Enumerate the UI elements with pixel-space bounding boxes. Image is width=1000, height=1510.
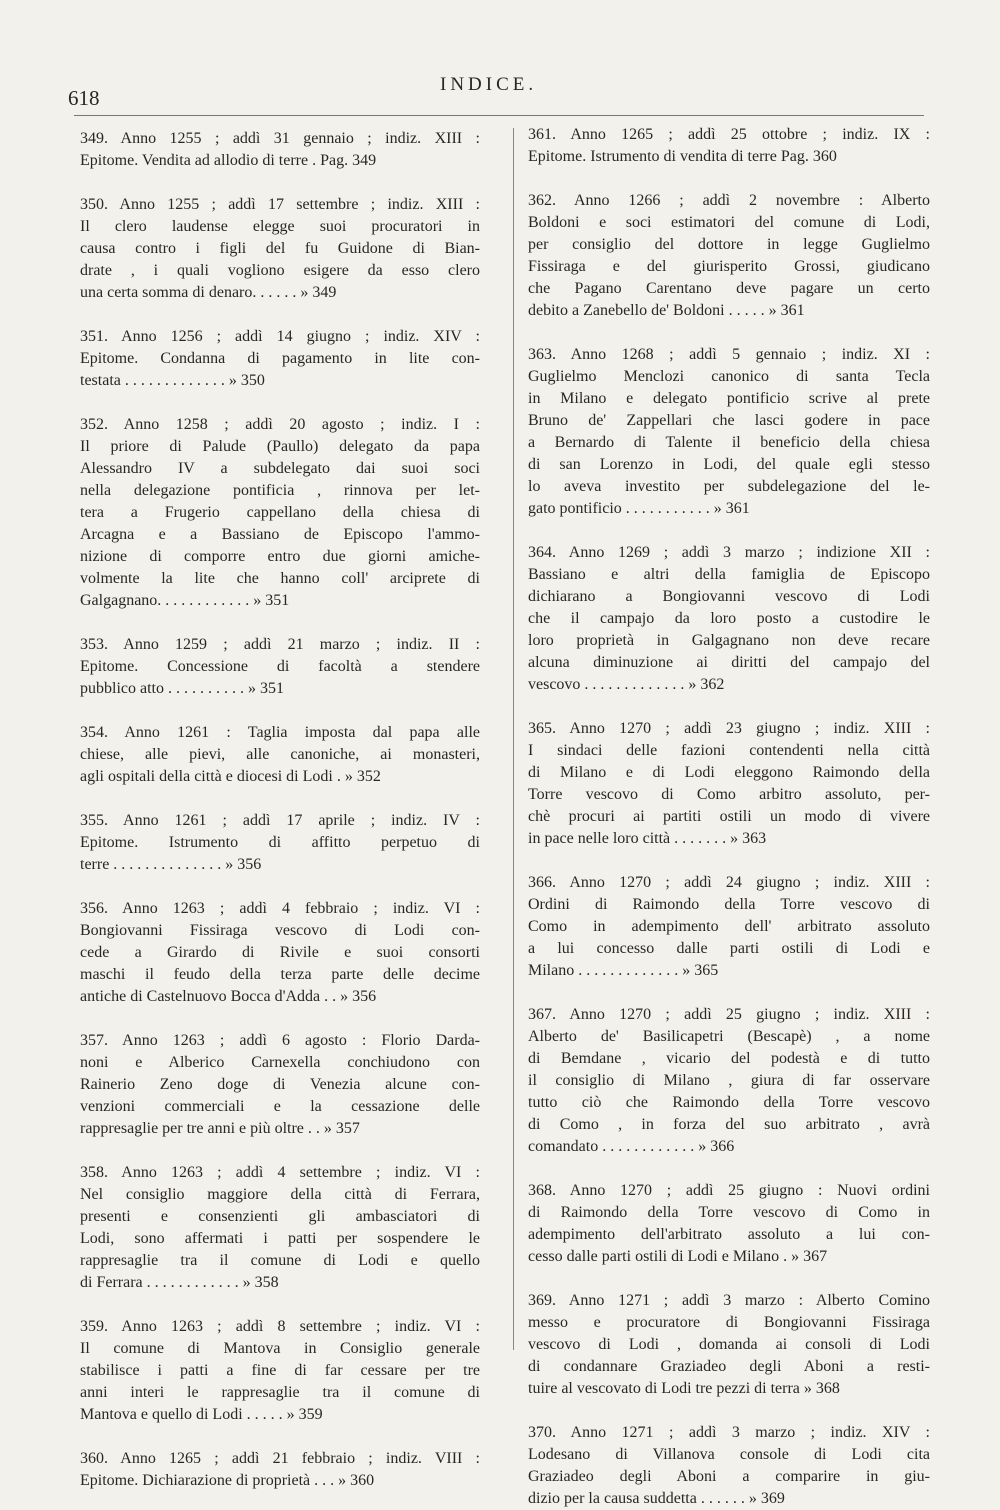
entry-line: tuire al vescovato di Lodi tre pezzi di terra » 368 — [528, 1380, 840, 1397]
entry-line: Il comune di Mantova in Consiglio generale — [80, 1340, 480, 1357]
entry-line: Ordini di Raimondo della Torre vescovo di — [528, 896, 930, 913]
entry-line: Milano . . . . . . . . . . . . . » 365 — [528, 962, 719, 979]
entry-line: di Raimondo della Torre vescovo di Como in — [528, 1204, 930, 1221]
index-entry — [528, 542, 930, 696]
entry-line: causa contro i figli del fu Guidone di Bian- — [80, 240, 480, 257]
entry-line: Alessandro IV a subdelegato dai suoi soci — [80, 460, 480, 477]
entry-line: comandato . . . . . . . . . . . . » 366 — [528, 1138, 735, 1155]
entry-line: di Milano e di Lodi eleggono Raimondo della — [528, 764, 930, 781]
entry-line: Graziadeo degli Aboni a comparire in giu- — [528, 1468, 930, 1485]
entry-line: il consiglio di Milano , giura di far osservare — [528, 1072, 930, 1089]
entry-line: Bruno de' Zappellari che lasci godere in pace — [528, 412, 930, 429]
right-column — [528, 124, 930, 1510]
entry-line: rappresaglie per tre anni e più oltre . . » 357 — [80, 1120, 360, 1137]
entry-line: 366. Anno 1270 ; addì 24 giugno ; indiz. XIII : — [528, 874, 930, 891]
entry-line: per consiglio del dottore in legge Guglielmo — [528, 236, 930, 253]
entry-line: tera a Frugerio cappellano della chiesa di — [80, 504, 480, 521]
entry-line: 355. Anno 1261 ; addì 17 aprile ; indiz. IV : — [80, 812, 480, 829]
entry-line: vescovo . . . . . . . . . . . . . » 362 — [528, 676, 725, 693]
index-entry — [80, 810, 480, 876]
entry-line: a lui concesso dalle parti ostili di Lodi e — [528, 940, 930, 957]
entry-line: Galgagnano. . . . . . . . . . . . » 351 — [80, 592, 290, 609]
entry-line: adempimento dell'arbitrato assoluto a lui con- — [528, 1226, 930, 1243]
entry-line: presenti e consenzienti gli ambasciatori di — [80, 1208, 480, 1225]
entry-line: Alberto de' Basilicapetri (Bescapè) , a nome — [528, 1028, 930, 1045]
entry-line: testata . . . . . . . . . . . . . » 350 — [80, 372, 265, 389]
left-column — [80, 128, 480, 1492]
index-entry — [80, 1030, 480, 1140]
entry-line: messo e procuratore di Bongiovanni Fissiraga — [528, 1314, 930, 1331]
entry-line: 369. Anno 1271 ; addì 3 marzo : Alberto Comino — [528, 1292, 930, 1309]
entry-line: nizione di comporre entro due giorni amiche- — [80, 548, 480, 565]
page-number: 618 — [68, 86, 100, 110]
entry-line: 370. Anno 1271 ; addì 3 marzo ; indiz. XIV : — [528, 1424, 930, 1441]
entry-line: tutto ciò che Raimondo della Torre vescovo — [528, 1094, 930, 1111]
entry-line: 362. Anno 1266 ; addì 2 novembre : Alberto — [528, 192, 930, 209]
index-entry — [80, 634, 480, 700]
entry-line: in pace nelle loro città . . . . . . . » 363 — [528, 830, 767, 847]
entry-line: dizio per la causa suddetta . . . . . . » 369 — [528, 1490, 785, 1507]
entry-line: terre . . . . . . . . . . . . . . » 356 — [80, 856, 262, 873]
entry-line: Epitome. Istrumento di vendita di terre Pag. 360 — [528, 148, 837, 165]
entry-line: chè procuri ai partiti ostili un modo di vivere — [528, 808, 930, 825]
index-entry — [80, 722, 480, 788]
index-entry — [528, 1290, 930, 1400]
entry-line: Boldoni e soci estimatori del comune di Lodi, — [528, 214, 930, 231]
entry-line: Arcagna e a Bassiano de Episcopo l'ammo- — [80, 526, 480, 543]
entry-line: dichiarano a Bongiovanni vescovo di Lodi — [528, 588, 930, 605]
entry-line: 359. Anno 1263 ; addì 8 settembre ; indiz. VI : — [80, 1318, 480, 1335]
entry-line: 367. Anno 1270 ; addì 25 giugno ; indiz. XIII : — [528, 1006, 930, 1023]
entry-line: Lodi, sono affermati i patti per sospendere le — [80, 1230, 480, 1247]
index-entry — [528, 1422, 930, 1510]
entry-line: venzioni commerciali e la cessazione delle — [80, 1098, 480, 1115]
entry-line: vescovo di Lodi , domanda ai consoli di Lodi — [528, 1336, 930, 1353]
entry-line: drate , i quali vogliono esigere da esso clero — [80, 262, 480, 279]
entry-line: di Bemdane , vicario del podestà e di tutto — [528, 1050, 930, 1067]
entry-line: 360. Anno 1265 ; addì 21 febbraio ; indiz. VIII : — [80, 1450, 480, 1467]
entry-line: 365. Anno 1270 ; addì 23 giugno ; indiz. XIII : — [528, 720, 930, 737]
entry-line: debito a Zanebello de' Boldoni . . . . . » 361 — [528, 302, 805, 319]
entry-line: pubblico atto . . . . . . . . . . » 351 — [80, 680, 284, 697]
entry-line: 364. Anno 1269 ; addì 3 marzo ; indizione XII : — [528, 544, 930, 561]
index-entry — [528, 124, 930, 168]
entry-line: 350. Anno 1255 ; addì 17 settembre ; indiz. XIII : — [80, 196, 480, 213]
entry-line: 351. Anno 1256 ; addì 14 giugno ; indiz. XIV : — [80, 328, 480, 345]
entry-line: anni interi le rappresaglie tra il comune di — [80, 1384, 480, 1401]
index-entry — [80, 194, 480, 304]
entry-line: agli ospitali della città e diocesi di Lodi . » 352 — [80, 768, 381, 785]
entry-line: Bassiano e altri della famiglia de Episcopo — [528, 566, 930, 583]
entry-line: Fissiraga e del giurisperito Grossi, giudicano — [528, 258, 930, 275]
index-entry — [528, 344, 930, 520]
entry-line: Il priore di Palude (Paullo) delegato da papa — [80, 438, 480, 455]
running-title: INDICE. — [440, 74, 538, 95]
entry-line: Torre vescovo di Como arbitro assoluto, per- — [528, 786, 930, 803]
entry-line: maschi il feudo della terza parte delle decime — [80, 966, 480, 983]
index-entry — [80, 414, 480, 612]
entry-line: volmente la lite che hanno coll' arciprete di — [80, 570, 480, 587]
entry-line: alcuna diminuzione ai diritti del campajo del — [528, 654, 930, 671]
index-entry — [80, 1316, 480, 1426]
entry-line: 352. Anno 1258 ; addì 20 agosto ; indiz. I : — [80, 416, 480, 433]
entry-line: I sindaci delle fazioni contendenti nella città — [528, 742, 930, 759]
entry-line: Mantova e quello di Lodi . . . . . » 359 — [80, 1406, 323, 1423]
entry-line: loro proprietà in Galgagnano non deve recare — [528, 632, 930, 649]
entry-line: 354. Anno 1261 : Taglia imposta dal papa alle — [80, 724, 480, 741]
entry-line: antiche di Castelnuovo Bocca d'Adda . . » 356 — [80, 988, 377, 1005]
entry-line: 349. Anno 1255 ; addì 31 gennaio ; indiz. XIII : — [80, 130, 480, 147]
index-entry — [528, 872, 930, 982]
index-entry — [80, 1448, 480, 1492]
entry-line: 358. Anno 1263 ; addì 4 settembre ; indiz. VI : — [80, 1164, 480, 1181]
entry-line: 357. Anno 1263 ; addì 6 agosto : Florio Darda- — [80, 1032, 480, 1049]
entry-line: cesso dalle parti ostili di Lodi e Milano . » 367 — [528, 1248, 828, 1265]
index-entry — [528, 1180, 930, 1268]
entry-line: gato pontificio . . . . . . . . . . . » 361 — [528, 500, 750, 517]
header-rule — [74, 115, 924, 116]
entry-line: Como in adempimento dell' arbitrato assoluto — [528, 918, 930, 935]
entry-line: cede a Girardo di Rivile e suoi consorti — [80, 944, 480, 961]
column-divider — [513, 128, 514, 1350]
entry-line: Epitome. Istrumento di affitto perpetuo di — [80, 834, 480, 851]
entry-line: 363. Anno 1268 ; addì 5 gennaio ; indiz. XI : — [528, 346, 930, 363]
entry-line: stabilisce i patti a fine di far cessare per tre — [80, 1362, 480, 1379]
entry-line: Guglielmo Menclozi canonico di santa Tecla — [528, 368, 930, 385]
entry-line: Il clero laudense elegge suoi procuratori in — [80, 218, 480, 235]
entry-line: lo aveva investito per subdelegazione del le- — [528, 478, 930, 495]
entry-line: chiese, alle pievi, alle canoniche, ai monasteri, — [80, 746, 480, 763]
entry-line: Nel consiglio maggiore della città di Ferrara, — [80, 1186, 480, 1203]
entry-line: 368. Anno 1270 ; addì 25 giugno : Nuovi ordini — [528, 1182, 930, 1199]
entry-line: Bongiovanni Fissiraga vescovo di Lodi con- — [80, 922, 480, 939]
index-entry — [528, 190, 930, 322]
entry-line: Epitome. Concessione di facoltà a stendere — [80, 658, 480, 675]
index-entry — [80, 898, 480, 1008]
entry-line: una certa somma di denaro. . . . . . » 349 — [80, 284, 337, 301]
entry-line: a Bernardo di Talente il beneficio della chiesa — [528, 434, 930, 451]
index-entry — [80, 1162, 480, 1294]
entry-line: di Ferrara . . . . . . . . . . . . » 358 — [80, 1274, 279, 1291]
entry-line: nella delegazione pontificia , rinnova per let- — [80, 482, 480, 499]
entry-line: 353. Anno 1259 ; addì 21 marzo ; indiz. II : — [80, 636, 480, 653]
index-entry — [80, 326, 480, 392]
index-entry — [528, 1004, 930, 1158]
index-entry — [80, 128, 480, 172]
entry-line: Lodesano di Villanova console di Lodi cita — [528, 1446, 930, 1463]
index-entry — [528, 718, 930, 850]
entry-line: di condannare Graziadeo degli Aboni a resti- — [528, 1358, 930, 1375]
entry-line: di Como , in forza del suo arbitrato , avrà — [528, 1116, 930, 1133]
entry-line: Epitome. Vendita ad allodio di terre . Pag. 349 — [80, 152, 377, 169]
entry-line: 361. Anno 1265 ; addì 25 ottobre ; indiz. IX : — [528, 126, 930, 143]
entry-line: noni e Alberico Carnexella conchiudono con — [80, 1054, 480, 1071]
entry-line: che Pagano Carentano deve pagare un certo — [528, 280, 930, 297]
entry-line: Epitome. Dichiarazione di proprietà . . . » 360 — [80, 1472, 375, 1489]
entry-line: in Milano e delegato pontificio scrive al prete — [528, 390, 930, 407]
entry-line: di san Lorenzo in Lodi, del quale egli stesso — [528, 456, 930, 473]
entry-line: 356. Anno 1263 ; addì 4 febbraio ; indiz. VI : — [80, 900, 480, 917]
entry-line: Epitome. Condanna di pagamento in lite con- — [80, 350, 480, 367]
entry-line: Rainerio Zeno doge di Venezia alcune con- — [80, 1076, 480, 1093]
entry-line: che il campajo da loro posto a custodire le — [528, 610, 930, 627]
entry-line: rappresaglie tra il comune di Lodi e quello — [80, 1252, 480, 1269]
